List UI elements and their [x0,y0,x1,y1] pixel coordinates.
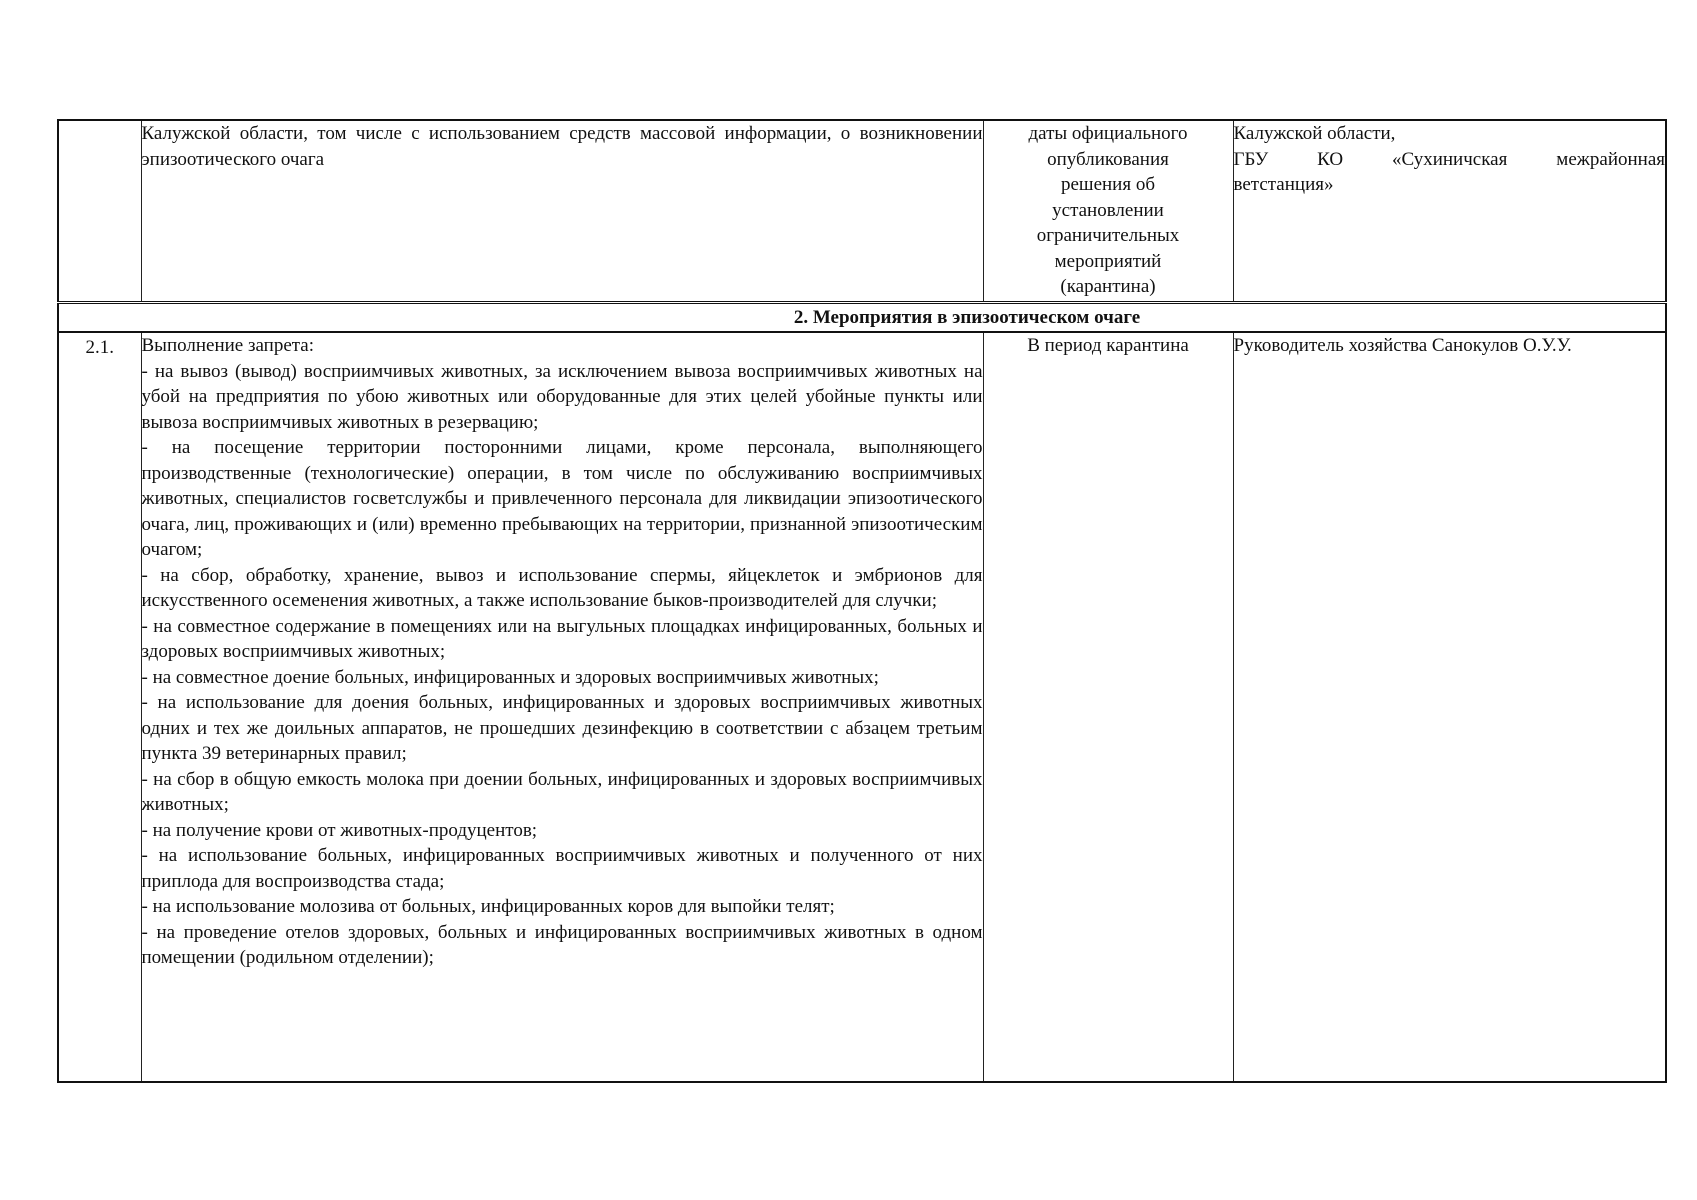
deadline-line: опубликования [1047,148,1169,170]
deadline-line: установлении [1052,199,1164,221]
deadline-line: мероприятий [1054,250,1162,272]
continuation-row [58,120,1666,303]
measure-text: Калужской области, том числе с использованием средств массовой информации, о возникновении эпизоотического очага [141,123,983,170]
deadline-line: (карантина) [1060,276,1156,297]
responsible-cell [1233,120,1666,303]
deadline-line: даты официального [1028,123,1188,144]
responsible-text: Руководитель хозяйства Санокулов О.У.У. [1233,335,1572,356]
measure-cell [141,120,983,303]
deadline-cell [983,332,1233,1082]
row-number-cell [58,332,141,1082]
deadline-line: решения об [1061,174,1155,195]
row-number: 2.1. [85,337,114,358]
measure-item: - на совместное доение больных, инфицированных и здоровых восприимчивых животных; [141,666,879,688]
deadline-text: В период карантина [1027,335,1189,356]
table-row [58,332,1666,1082]
measure-item: - на использование больных, инфицированных восприимчивых животных и полученного от них приплода для воспроизводства стада; [141,845,983,892]
measure-cell [141,332,983,1082]
measure-item: - на использование для доения больных, инфицированных и здоровых восприимчивых животных одних и тех же доильных аппаратов, не прошедших дезинфекцию в соответствии с абзацем третьим пункта 39 ветеринарных правил; [141,692,983,764]
measure-item: - на совместное содержание в помещениях или на выгульных площадках инфицированных, больных и здоровых восприимчивых животных; [141,615,983,662]
responsible-line: ветстанция» [1233,174,1334,195]
measure-item: - на сбор в общую емкость молока при доении больных, инфицированных и здоровых восприимчивых животных; [141,768,983,815]
measure-item: - на получение крови от животных-продуцентов; [141,819,538,841]
deadline-cell [983,120,1233,303]
responsible-line: ГБУ КО «Сухиничская межрайонная [1233,148,1665,170]
measure-title: Выполнение запрета: [141,335,314,356]
measure-item: - на использование молозива от больных, инфицированных коров для выпойки телят; [141,896,835,917]
row-number-cell [58,120,141,303]
deadline-line: ограничительных [1036,225,1180,246]
section-header-row [58,303,1666,333]
measure-item: - на сбор, обработку, хранение, вывоз и использование спермы, яйцеклеток и эмбрионов для искусственного осеменения животных, а также использование быков-производителей для случки; [141,564,983,611]
measure-item: - на проведение отелов здоровых, больных и инфицированных восприимчивых животных в одном помещении (родильном отделении); [141,921,983,968]
measures-table [57,119,1667,1083]
section-title: 2. Мероприятия в эпизоотическом очаге [58,303,1666,333]
measure-item: - на вывоз (вывод) восприимчивых животных, за исключением вывоза восприимчивых животных на убой на предприятия по убою животных или оборудованные для этих целей убойные пункты или вывоза восприимчивых животных в резервацию; [141,360,983,433]
responsible-cell [1233,332,1666,1082]
responsible-line: Калужской области, [1233,123,1396,144]
measure-item: - на посещение территории посторонними лицами, кроме персонала, выполняющего производственные (технологические) операции, в том числе по обслуживанию восприимчивых животных, специалистов госветслужбы и привлеченного персонала для ликвидации эпизоотического очага, лиц, проживающих и (или) временно пребывающих на территории, признанной эпизоотическим очагом; [141,437,983,560]
